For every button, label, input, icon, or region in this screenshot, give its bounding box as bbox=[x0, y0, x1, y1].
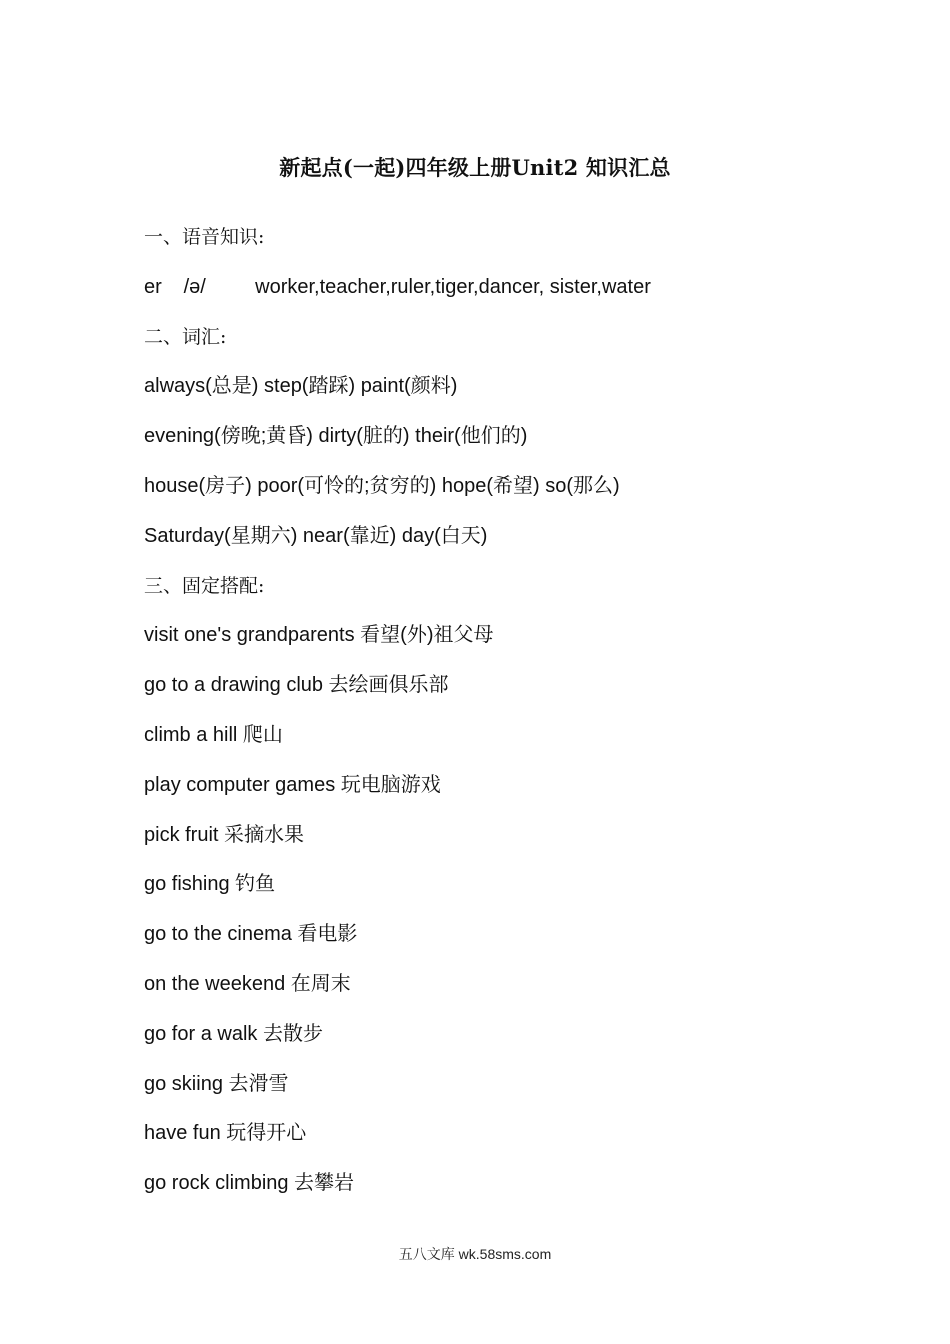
phonics-letters: er bbox=[144, 275, 162, 298]
phrase-line: go to the cinema 看电影 bbox=[144, 923, 358, 946]
phrase-line: visit one's grandparents 看望(外)祖父母 bbox=[144, 624, 494, 647]
phrase-line: pick fruit 采摘水果 bbox=[144, 823, 305, 846]
vocab-line: always(总是) step(踏踩) paint(颜料) bbox=[144, 375, 458, 398]
vocab-line: Saturday(星期六) near(靠近) day(白天) bbox=[144, 524, 488, 547]
phonics-symbol: /ə/ bbox=[183, 275, 206, 298]
section-heading-phrases: 三、固定搭配: bbox=[144, 574, 265, 597]
phrase-line: go skiing 去滑雪 bbox=[144, 1072, 289, 1095]
phrase-line: go to a drawing club 去绘画俱乐部 bbox=[144, 674, 449, 697]
phrase-line: have fun 玩得开心 bbox=[144, 1122, 307, 1145]
phrase-line: go rock climbing 去攀岩 bbox=[144, 1172, 355, 1195]
section-heading-phonics: 一、语音知识: bbox=[144, 226, 265, 248]
phrase-line: climb a hill 爬山 bbox=[144, 723, 283, 746]
vocab-line: evening(傍晚;黄昏) dirty(脏的) their(他们的) bbox=[144, 425, 528, 448]
phrase-line: go fishing 钓鱼 bbox=[144, 873, 276, 896]
document-title: 新起点(一起)四年级上册Unit2 知识汇总 bbox=[279, 155, 671, 180]
vocab-line: house(房子) poor(可怜的;贫穷的) hope(希望) so(那么) bbox=[144, 474, 620, 497]
phrase-line: go for a walk 去散步 bbox=[144, 1022, 323, 1045]
section-heading-vocabulary: 二、词汇: bbox=[144, 325, 227, 348]
phonics-example-words: worker,teacher,ruler,tiger,dancer, sister,water bbox=[255, 275, 651, 298]
phrase-line: on the weekend 在周末 bbox=[144, 972, 351, 995]
page-footer-watermark: 五八文库 wk.58sms.com bbox=[398, 1246, 552, 1262]
phonics-row bbox=[144, 270, 844, 320]
phrase-line: play computer games 玩电脑游戏 bbox=[144, 773, 441, 796]
document-body bbox=[144, 220, 844, 1216]
